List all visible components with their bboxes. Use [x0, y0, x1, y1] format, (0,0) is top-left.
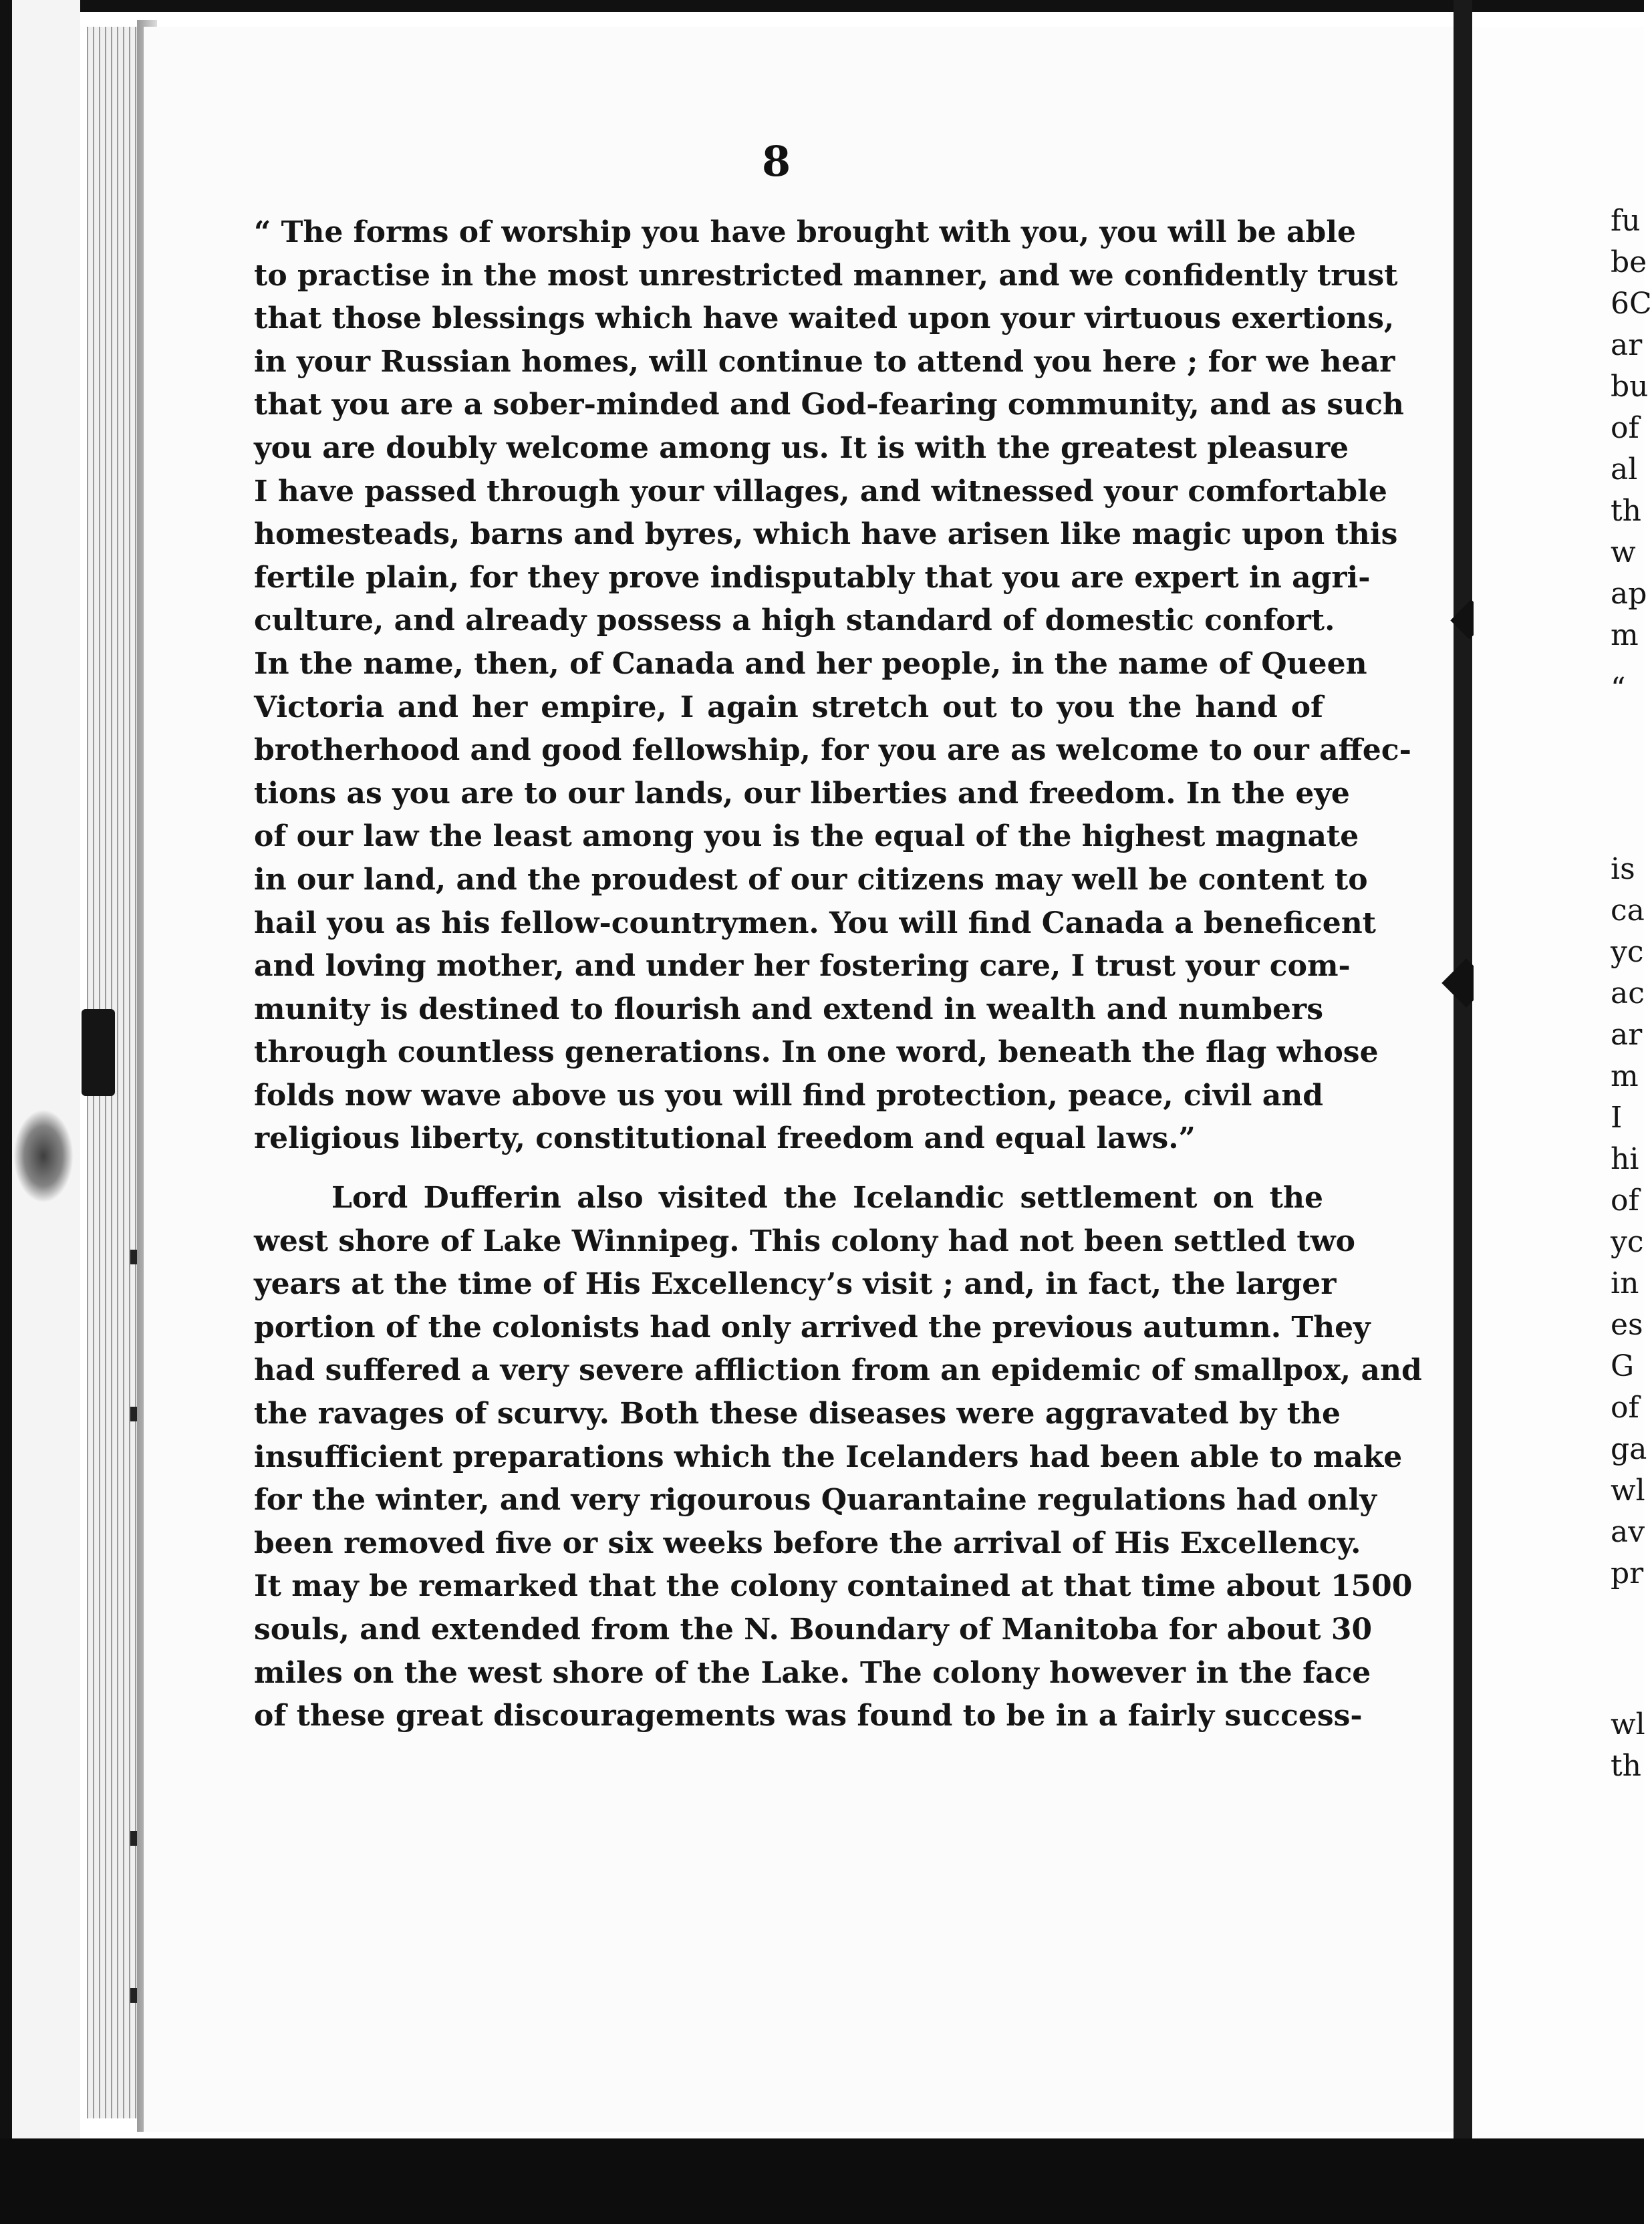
ink-dot [130, 1988, 137, 2003]
fragment: bu [1611, 370, 1649, 404]
text-line: miles on the west shore of the Lake. The colony however in the face [254, 1655, 1371, 1690]
text-line: of these great discouragements was found to be in a fairly success- [254, 1699, 1363, 1733]
ink-dot [130, 1831, 137, 1846]
next-page-fragments [1611, 204, 1652, 1808]
fragment: pr [1611, 1556, 1644, 1590]
fragment: yc [1611, 1225, 1644, 1259]
fragment: es [1611, 1308, 1643, 1342]
text-line: “ The forms of worship you have brought with you, you will be able [254, 215, 1357, 249]
fragment: m [1611, 618, 1639, 652]
text-line: culture, and already possess a high standard of domestic confort. [254, 603, 1335, 638]
page-number: 8 [762, 137, 791, 186]
fragment: av [1611, 1515, 1645, 1549]
page-gutter [1454, 0, 1472, 2224]
text-line: portion of the colonists had only arrived the previous autumn. They [254, 1310, 1371, 1345]
text-line: of our law the least among you is the equal of the highest magnate [254, 819, 1359, 854]
fragment: of [1611, 1184, 1639, 1218]
text-line: munity is destined to flourish and extend in wealth and numbers [254, 992, 1323, 1026]
text-line: west shore of Lake Winnipeg. This colony had not been settled two [254, 1224, 1355, 1258]
text-line: for the winter, and very rigourous Quarantaine regulations had only [254, 1483, 1377, 1518]
fragment: ga [1611, 1432, 1647, 1466]
text-line: homesteads, barns and byres, which have arisen like magic upon this [254, 517, 1398, 552]
text-line: to practise in the most unrestricted manner, and we confidently trust [254, 258, 1398, 293]
fragment: G [1611, 1349, 1635, 1383]
text-line: been removed five or six weeks before the arrival of His Excellency. [254, 1526, 1361, 1560]
ink-smudge [13, 1109, 74, 1203]
text-line: that those blessings which have waited upon your virtuous exertions, [254, 301, 1395, 336]
fragment: I [1611, 1101, 1623, 1135]
text-line: brotherhood and good fellowship, for you are as welcome to our affec- [254, 733, 1411, 768]
quote-paragraph [254, 211, 1411, 1161]
text-line: had suffered a very severe affliction from an epidemic of smallpox, and [254, 1353, 1422, 1388]
text-line: religious liberty, constitutional freedom and equal laws.” [254, 1121, 1196, 1156]
fragment: of [1611, 1391, 1639, 1425]
fragment: ar [1611, 328, 1643, 362]
ink-dot [130, 1250, 137, 1264]
fragment: m [1611, 1059, 1639, 1093]
text-line: that you are a sober-minded and God-fearing community, and as such [254, 388, 1404, 422]
text-line: Lord Dufferin also visited the Icelandic settlement on the [331, 1181, 1323, 1216]
text-line: hail you as his fellow-countrymen. You will find Canada a beneficent [254, 906, 1377, 940]
text-line: you are doubly welcome among us. It is with the greatest pleasure [254, 430, 1349, 465]
page-body-text [254, 211, 1422, 1738]
fragment: th [1611, 1749, 1642, 1783]
fragment: ap [1611, 577, 1647, 611]
text-line: the ravages of scurvy. Both these diseases were aggravated by the [254, 1397, 1341, 1431]
text-line: through countless generations. In one word, beneath the flag whose [254, 1035, 1379, 1070]
text-line: insufficient preparations which the Icelanders had been able to make [254, 1439, 1403, 1474]
text-line: tions as you are to our lands, our liberties and freedom. In the eye [254, 776, 1350, 811]
fragment: wl [1611, 1474, 1645, 1508]
fragment: yc [1611, 935, 1644, 969]
fragment: be [1611, 245, 1647, 279]
fragment: th [1611, 494, 1642, 528]
fragment: ac [1611, 976, 1645, 1010]
ink-dot [130, 1407, 137, 1421]
fragment: in [1611, 1266, 1639, 1300]
text-line: It may be remarked that the colony contained at that time about 1500 [254, 1569, 1413, 1604]
narrative-paragraph [254, 1177, 1422, 1738]
fragment: 6C [1611, 287, 1652, 321]
fragment: “ [1611, 672, 1626, 706]
fragment: ca [1611, 893, 1645, 928]
text-line: Victoria and her empire, I again stretch out to you the hand of [254, 690, 1323, 724]
text-line: fertile plain, for they prove indisputably that you are expert in agri- [254, 560, 1371, 595]
scan-border-top [0, 0, 1644, 12]
text-line: in our land, and the proudest of our citizens may well be content to [254, 862, 1368, 897]
text-line: souls, and extended from the N. Boundary of Manitoba for about 30 [254, 1613, 1373, 1647]
text-line: in your Russian homes, will continue to attend you here ; for we hear [254, 344, 1395, 379]
fragment: al [1611, 452, 1638, 486]
text-line: and loving mother, and under her fostering care, I trust your com- [254, 949, 1351, 984]
text-line: years at the time of His Excellency’s visit ; and, in fact, the larger [254, 1267, 1337, 1302]
fragment: fu [1611, 204, 1641, 238]
fragment: wl [1611, 1707, 1645, 1742]
fragment: hi [1611, 1142, 1639, 1176]
binding-mark [82, 1009, 115, 1096]
text-line: folds now wave above us you will find protection, peace, civil and [254, 1078, 1324, 1113]
text-line: I have passed through your villages, and witnessed your comfortable [254, 474, 1387, 509]
scan-border-bottom [0, 2138, 1644, 2224]
fragment: w [1611, 535, 1636, 569]
fragment: of [1611, 411, 1639, 445]
fragment: is [1611, 852, 1635, 886]
text-line: In the name, then, of Canada and her people, in the name of Queen [254, 646, 1367, 681]
fragment: ar [1611, 1018, 1643, 1052]
